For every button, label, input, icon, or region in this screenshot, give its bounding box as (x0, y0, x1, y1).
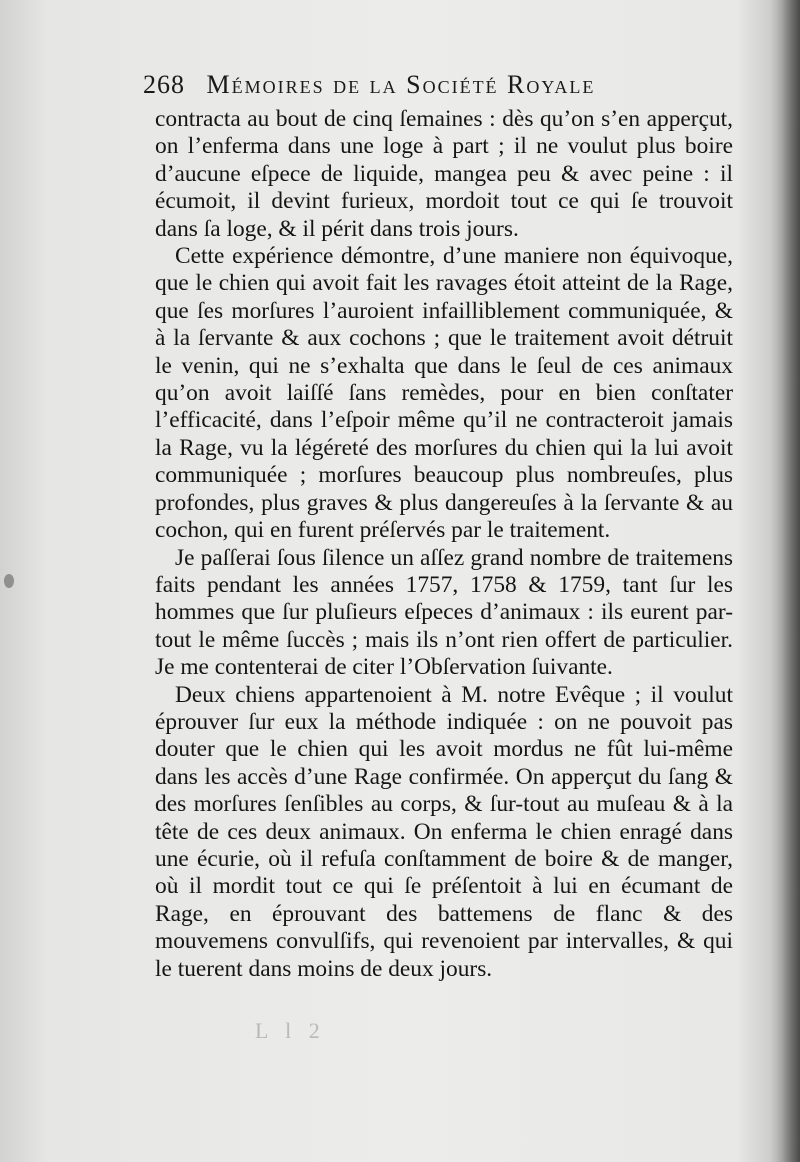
paragraph-1: contracta au bout de cinq ſemaines : dès qu’on s’en apperçut, on l’enferma dans une loge à part ; il ne voulut plus boire d’aucune eſpece de liquide, mangea peu & avec peine : il écumoit, il devint furieux, mordoit tout ce qui ſe trouvoit dans ſa loge, & il périt dans trois jours. (155, 106, 733, 242)
body-text (155, 106, 733, 983)
page-gutter-shadow (770, 0, 800, 1162)
page-number: 268 (143, 70, 185, 99)
running-title: Mémoires de la Société Royale (206, 70, 596, 99)
paragraph-2: Cette expérience démontre, d’une maniere non équivoque, que le chien qui avoit fait les ravages étoit atteint de la Rage, que ſes morſures l’auroient infailliblement communiquée, & à la ſervante & aux cochons ; que le traitement avoit détruit le venin, qui ne s’exhalta que dans le ſeul de ces animaux qu’on avoit laiſſé ſans remèdes, pour en bien conſtater l’efficacité, dans l’eſpoir même qu’il ne contracteroit jamais la Rage, vu la légéreté des morſures du chien qui la lui avoit communiquée ; morſures beaucoup plus nombreuſes, plus profondes, plus graves & plus dangereuſes à la ſervante & au cochon, qui en furent préſervés par le traitement. (155, 243, 733, 544)
paragraph-4: Deux chiens appartenoient à M. notre Evêque ; il voulut éprouver ſur eux la méthode indiquée : on ne pouvoit pas douter que le chien qui les avoit mordus ne fût lui-même dans les accès d’une Rage confirmée. On apperçut du ſang & des morſures ſenſibles au corps, & ſur-tout au muſeau & à la tête de ces deux animaux. On enferma le chien enragé dans une écurie, où il refuſa conſtamment de boire & de manger, où il mordit tout ce qui ſe préſentoit à lui en écumant de Rage, en éprouvant des battemens de flanc & des mouvemens convulſifs, qui revenoient par intervalles, & qui le tuerent dans moins de deux jours. (155, 681, 733, 982)
page-header (143, 70, 683, 110)
signature-mark: L l 2 (255, 1018, 326, 1043)
ink-spot (4, 574, 14, 588)
paragraph-3: Je paſſerai ſous ſilence un aſſez grand nombre de traitemens faits pendant les années 1757, 1758 & 1759, tant ſur les hommes que ſur pluſieurs eſpeces d’animaux : ils eurent par-tout le même ſuccès ; mais ils n’ont rien offert de particulier. Je me contenterai de citer l’Obſervation ſuivante. (155, 544, 733, 681)
